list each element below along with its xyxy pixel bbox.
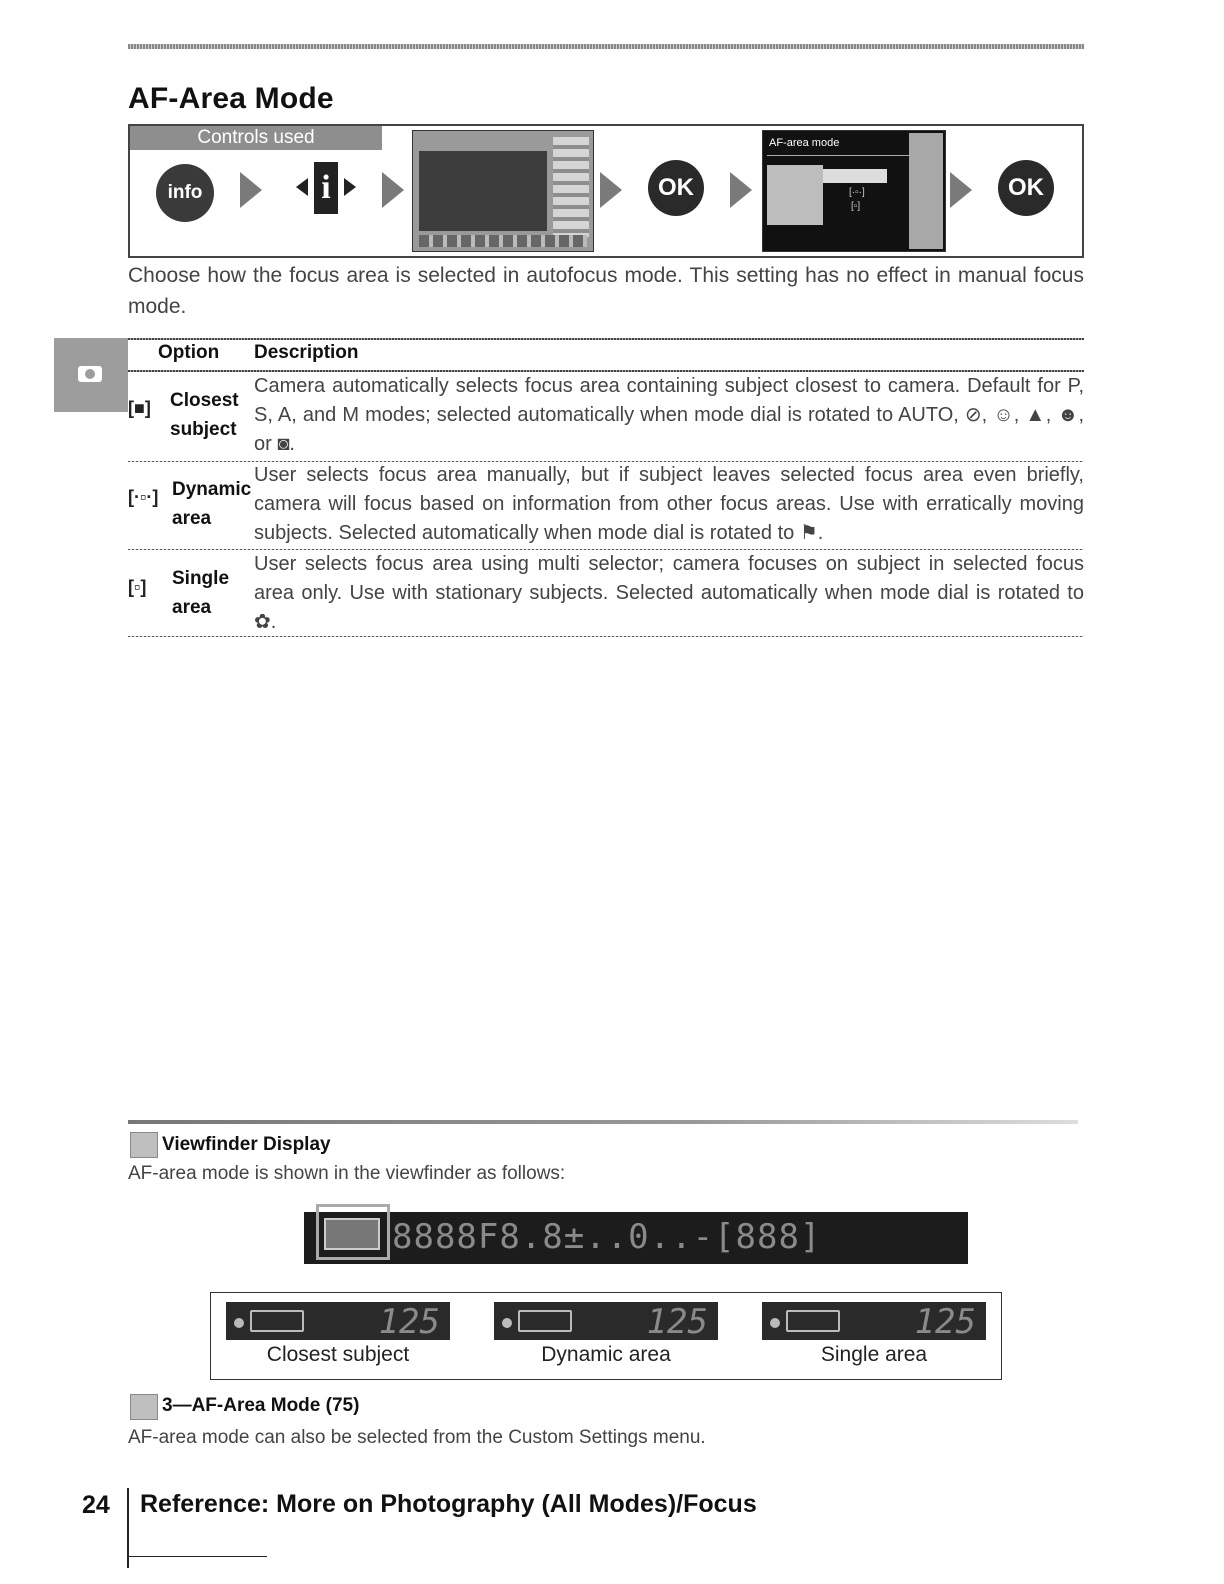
dynamic-area-display xyxy=(494,1302,718,1340)
ok-button-icon: OK xyxy=(998,160,1054,216)
shooting-section-tab xyxy=(54,338,128,412)
ok-button-icon: OK xyxy=(648,160,704,216)
controls-used-label: Controls used xyxy=(130,126,382,150)
viewfinder-title: Viewfinder Display xyxy=(162,1134,331,1155)
arrow-right-icon xyxy=(240,172,262,208)
option-name: Closest xyxy=(170,390,239,411)
table-header-option: Option xyxy=(158,342,220,363)
option-name: subject xyxy=(170,419,237,440)
arrow-right-icon xyxy=(730,172,752,208)
option-description: Camera automatically selects focus area containing subject closest to camera. Default for P, S, A, and M modes; selected automatically when mode dial is rotated to AUTO, ⊘, ☺, ▲, ☻, or ◙. xyxy=(254,375,1084,455)
page-title: AF-Area Mode xyxy=(128,82,334,115)
example-label: Single area xyxy=(820,1343,928,1366)
option-description: User selects focus area using multi selector; camera focuses on subject in selected focus area only. Use with stationary subjects. Selected automatically when mode dial is rotated to ✿. xyxy=(254,553,1084,633)
option-name: Dynamic xyxy=(172,479,252,500)
camera-icon xyxy=(78,366,102,382)
table-header-description: Description xyxy=(254,342,359,363)
arrow-right-icon xyxy=(950,172,972,208)
custom-setting-icon xyxy=(130,1394,158,1420)
left-triangle-icon xyxy=(296,178,308,196)
closest-subject-display xyxy=(226,1302,450,1340)
example-label: Closest subject xyxy=(266,1343,410,1366)
option-name: area xyxy=(172,597,212,618)
shooting-info-screen xyxy=(412,130,594,252)
footer-section-title: Reference: More on Photography (All Modes)/Focus xyxy=(140,1490,757,1518)
shutter-value: 125 xyxy=(378,1302,440,1342)
closest-subject-icon: [■] xyxy=(128,398,151,418)
af-area-indicator-icon xyxy=(324,1218,380,1250)
viewfinder-digits: 8888F8.8±..0..-[888] xyxy=(392,1217,822,1257)
arrow-right-icon xyxy=(600,172,622,208)
custom-setting-title: 3—AF-Area Mode (75) xyxy=(162,1395,360,1416)
single-area-icon: [▫] xyxy=(128,577,147,597)
shutter-value: 125 xyxy=(914,1302,976,1342)
shutter-value: 125 xyxy=(646,1302,708,1342)
dynamic-area-icon: [·▫·] xyxy=(128,487,159,507)
af-area-menu-screen: AF-area mode [·▫·] [▫] xyxy=(762,130,946,252)
footer-rule xyxy=(127,1556,267,1557)
info-button-icon: info xyxy=(156,164,214,222)
option-name: area xyxy=(172,508,212,529)
custom-setting-text: AF-area mode can also be selected from the Custom Settings menu. xyxy=(128,1427,706,1448)
option-description: User selects focus area manually, but if subject leaves selected focus area even briefly, camera will focus based on information from other focus areas. Use with erratically moving subjects. Selected automatically when mode dial is rotated to ⚑. xyxy=(254,464,1084,544)
top-rule xyxy=(128,44,1084,49)
example-label: Dynamic area xyxy=(541,1343,671,1366)
option-name: Single xyxy=(172,568,230,589)
single-area-display xyxy=(762,1302,986,1340)
page-number: 24 xyxy=(82,1491,110,1519)
right-triangle-icon xyxy=(344,178,356,196)
viewfinder-text: AF-area mode is shown in the viewfinder as follows: xyxy=(128,1163,566,1184)
table-bottom-rule xyxy=(128,636,1084,637)
viewfinder-section-rule xyxy=(128,1120,1078,1124)
table-top-rule xyxy=(128,338,1084,340)
viewfinder-tip-icon xyxy=(130,1132,158,1158)
menu-screen-title: AF-area mode xyxy=(769,137,840,149)
arrow-right-icon xyxy=(382,172,404,208)
intro-paragraph: Choose how the focus area is selected in autofocus mode. This setting has no effect in manual focus mode. xyxy=(128,264,1084,318)
i-button-icon: i xyxy=(314,162,338,214)
